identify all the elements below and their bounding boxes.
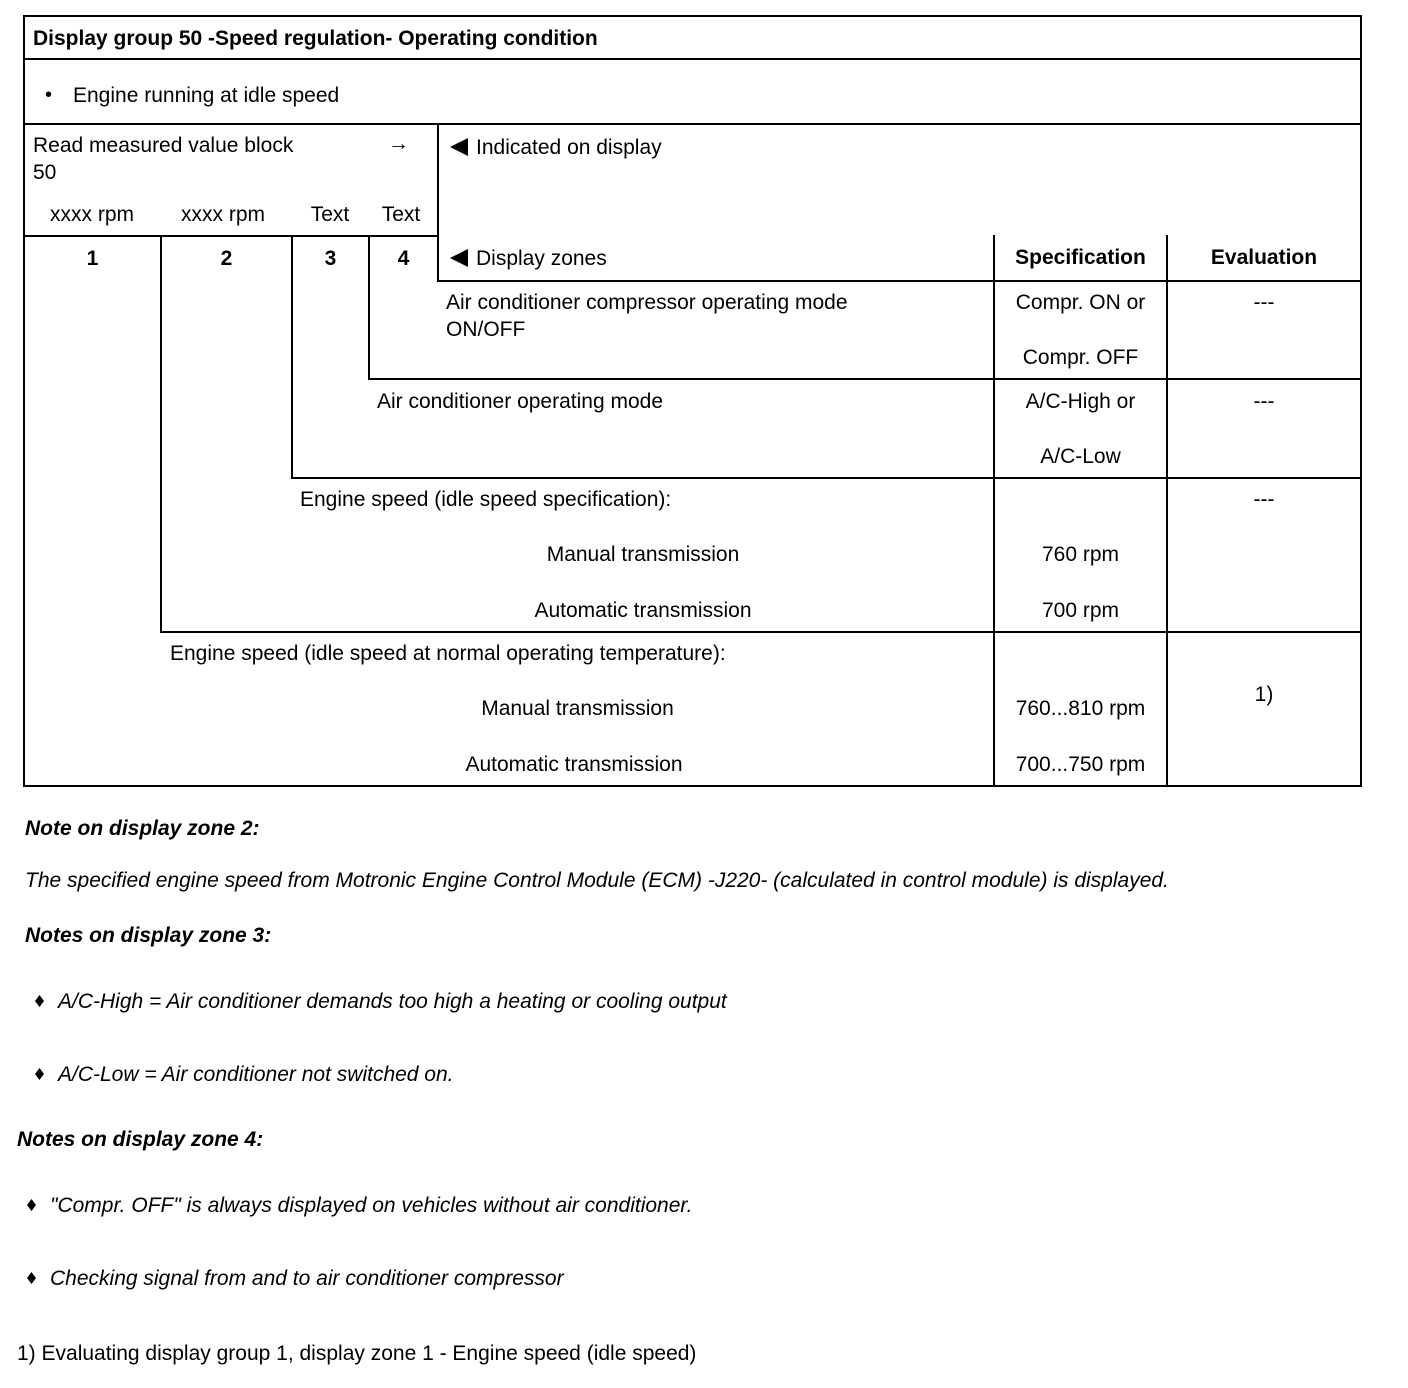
zone-number-1: 1: [86, 247, 99, 270]
row2-spec-auto: 700 rpm: [1041, 599, 1120, 622]
row2-spec-manual: 760 rpm: [1041, 543, 1120, 566]
zone-number-3: 3: [324, 247, 337, 270]
row1-spec-auto: 700...750 rpm: [1015, 753, 1146, 776]
display-zones-header: [450, 247, 607, 271]
row1-manual-label: Manual transmission: [481, 697, 674, 720]
note-zone2-text: The specified engine speed from Motronic Engine Control Module (ECM) -J220- (calculated in control module) is displayed.: [25, 869, 1169, 892]
triangle-left-icon: [450, 249, 468, 267]
row2-automatic-label: Automatic transmission: [534, 599, 752, 622]
row1-evaluation: 1): [1254, 683, 1274, 706]
diamond-bullet-icon: [27, 1272, 36, 1284]
zone-number-4: 4: [397, 247, 410, 270]
row4-evaluation: ---: [1253, 291, 1275, 314]
zone-unit-4: Text: [381, 203, 421, 226]
read-block-number: 50: [33, 161, 57, 184]
arrow-right-icon: →: [388, 132, 409, 155]
indicated-on-display: [450, 136, 662, 160]
specification-header: Specification: [1015, 246, 1146, 269]
note-zone3-item-2: A/C-Low = Air conditioner not switched on.: [58, 1063, 454, 1086]
row3-spec-2: A/C-Low: [1040, 445, 1121, 468]
row3-spec-1: A/C-High or: [1025, 390, 1136, 413]
diamond-bullet-icon: [35, 995, 44, 1007]
evaluation-header: Evaluation: [1210, 246, 1318, 269]
row1-automatic-label: Automatic transmission: [465, 753, 683, 776]
row3-description: Air conditioner operating mode: [377, 390, 664, 413]
zone-unit-1: xxxx rpm: [50, 203, 134, 226]
note-zone3-item-1: A/C-High = Air conditioner demands too high a heating or cooling output: [58, 990, 727, 1013]
note-zone4-title: Notes on display zone 4:: [17, 1128, 264, 1151]
row1-spec-manual: 760...810 rpm: [1015, 697, 1146, 720]
row2-description: Engine speed (idle speed specification):: [300, 488, 672, 511]
zone-unit-2: xxxx rpm: [181, 203, 265, 226]
row4-spec-2: Compr. OFF: [1022, 346, 1139, 369]
operating-condition: Engine running at idle speed: [73, 84, 340, 107]
note-zone3-title: Notes on display zone 3:: [25, 924, 272, 947]
footnote: 1) Evaluating display group 1, display zone 1 - Engine speed (idle speed): [17, 1342, 697, 1365]
table-title: Display group 50 -Speed regulation- Operating condition: [33, 27, 598, 50]
note-zone4-item-1: "Compr. OFF" is always displayed on vehicles without air conditioner.: [50, 1194, 693, 1217]
row4-spec-1: Compr. ON or: [1015, 291, 1146, 314]
row4-description-line1: Air conditioner compressor operating mode: [446, 291, 848, 314]
note-zone2-title: Note on display zone 2:: [25, 817, 260, 840]
read-block-label: Read measured value block: [33, 134, 294, 157]
diamond-bullet-icon: [27, 1199, 36, 1211]
display-zones-label: Display zones: [476, 247, 607, 270]
row3-evaluation: ---: [1253, 390, 1275, 413]
diamond-bullet-icon: [35, 1068, 44, 1080]
row1-description: Engine speed (idle speed at normal operating temperature):: [170, 642, 726, 665]
indicated-label: Indicated on display: [476, 136, 662, 159]
bullet-dot: •: [45, 84, 53, 106]
zone-number-2: 2: [220, 247, 233, 270]
note-zone4-item-2: Checking signal from and to air conditioner compressor: [50, 1267, 564, 1290]
triangle-left-icon: [450, 138, 468, 156]
zone-unit-3: Text: [310, 203, 350, 226]
row2-evaluation: ---: [1253, 488, 1275, 511]
row2-manual-label: Manual transmission: [546, 543, 740, 566]
row4-description-line2: ON/OFF: [446, 318, 526, 341]
